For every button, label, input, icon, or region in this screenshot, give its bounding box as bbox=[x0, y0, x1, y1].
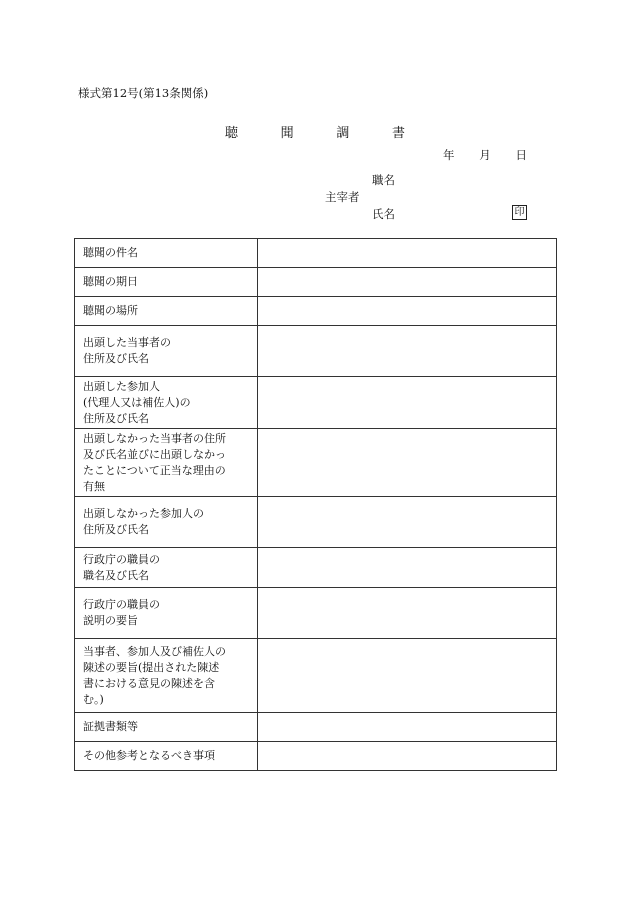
row-label-line: 及び氏名並びに出頭しなかっ bbox=[83, 447, 226, 461]
row-label-line: 聴聞の期日 bbox=[83, 275, 138, 288]
row-value-cell[interactable] bbox=[258, 268, 557, 297]
title-char: 聞 bbox=[280, 126, 294, 141]
row-value-cell[interactable] bbox=[258, 239, 557, 268]
table-row bbox=[75, 548, 557, 588]
hearing-record-table bbox=[74, 238, 557, 771]
row-value-cell[interactable] bbox=[258, 713, 557, 742]
row-label bbox=[75, 713, 258, 742]
row-label-line: む。) bbox=[83, 692, 104, 706]
row-value-cell[interactable] bbox=[258, 588, 557, 639]
date-month-label: 月 bbox=[479, 148, 491, 162]
table-row bbox=[75, 588, 557, 639]
row-label-line: 出頭した参加人 bbox=[83, 379, 160, 393]
row-label bbox=[75, 268, 258, 297]
row-label-line: 行政庁の職員の bbox=[83, 552, 160, 566]
row-label-line: 有無 bbox=[83, 479, 105, 493]
seal-mark: 印 bbox=[512, 205, 527, 220]
title-char: 調 bbox=[336, 126, 350, 141]
row-label-line: 当事者、参加人及び補佐人の bbox=[83, 644, 226, 658]
row-label bbox=[75, 326, 258, 377]
title-char: 聴 bbox=[225, 126, 239, 141]
row-label-line: 説明の要旨 bbox=[83, 614, 138, 627]
position-label: 職名 bbox=[372, 173, 395, 187]
row-label-line: 住所及び氏名 bbox=[83, 523, 149, 536]
table-row bbox=[75, 326, 557, 377]
document-title bbox=[225, 122, 405, 141]
row-value-cell[interactable] bbox=[258, 497, 557, 548]
row-label bbox=[75, 297, 258, 326]
table-row bbox=[75, 297, 557, 326]
row-label-line: (代理人又は補佐人)の bbox=[83, 395, 191, 409]
row-label bbox=[75, 639, 258, 713]
row-value-cell[interactable] bbox=[258, 297, 557, 326]
row-label-line: 証拠書類等 bbox=[83, 720, 138, 733]
row-label-line: 出頭しなかった当事者の住所 bbox=[83, 431, 226, 445]
presider-label: 主宰者 bbox=[325, 190, 360, 204]
row-label-line: 職名及び氏名 bbox=[83, 568, 149, 582]
row-label-line: 住所及び氏名 bbox=[83, 411, 149, 425]
table-row bbox=[75, 268, 557, 297]
row-label-line: 陳述の要旨(提出された陳述 bbox=[83, 660, 220, 674]
table-row bbox=[75, 239, 557, 268]
table-row bbox=[75, 742, 557, 771]
row-label bbox=[75, 497, 258, 548]
row-value-cell[interactable] bbox=[258, 548, 557, 588]
row-label-line: 聴聞の場所 bbox=[83, 304, 138, 317]
table-row bbox=[75, 639, 557, 713]
table-row bbox=[75, 429, 557, 497]
table-row bbox=[75, 377, 557, 429]
row-label-line: 出頭しなかった参加人の bbox=[83, 507, 204, 520]
row-value-cell[interactable] bbox=[258, 429, 557, 497]
row-value-cell[interactable] bbox=[258, 742, 557, 771]
table-row bbox=[75, 713, 557, 742]
title-char: 書 bbox=[391, 126, 405, 141]
row-value-cell[interactable] bbox=[258, 326, 557, 377]
row-label bbox=[75, 548, 258, 588]
row-label bbox=[75, 377, 258, 429]
row-label-line: 出頭した当事者の bbox=[83, 336, 171, 349]
table-row bbox=[75, 497, 557, 548]
row-label bbox=[75, 588, 258, 639]
row-value-cell[interactable] bbox=[258, 377, 557, 429]
row-label bbox=[75, 429, 258, 497]
row-label bbox=[75, 239, 258, 268]
row-label-line: たことについて正当な理由の bbox=[83, 463, 226, 477]
row-label-line: 住所及び氏名 bbox=[83, 352, 149, 365]
date-line bbox=[443, 147, 527, 163]
row-label-line: 書における意見の陳述を含 bbox=[83, 676, 215, 690]
name-label: 氏名 bbox=[372, 207, 395, 221]
row-label-line: 行政庁の職員の bbox=[83, 598, 160, 611]
row-label bbox=[75, 742, 258, 771]
row-label-line: 聴聞の件名 bbox=[83, 246, 138, 259]
date-day-label: 日 bbox=[515, 148, 527, 162]
row-label-line: その他参考となるべき事項 bbox=[83, 749, 215, 762]
row-value-cell[interactable] bbox=[258, 639, 557, 713]
date-year-label: 年 bbox=[443, 148, 455, 162]
form-reference: 様式第12号(第13条関係) bbox=[78, 86, 209, 100]
